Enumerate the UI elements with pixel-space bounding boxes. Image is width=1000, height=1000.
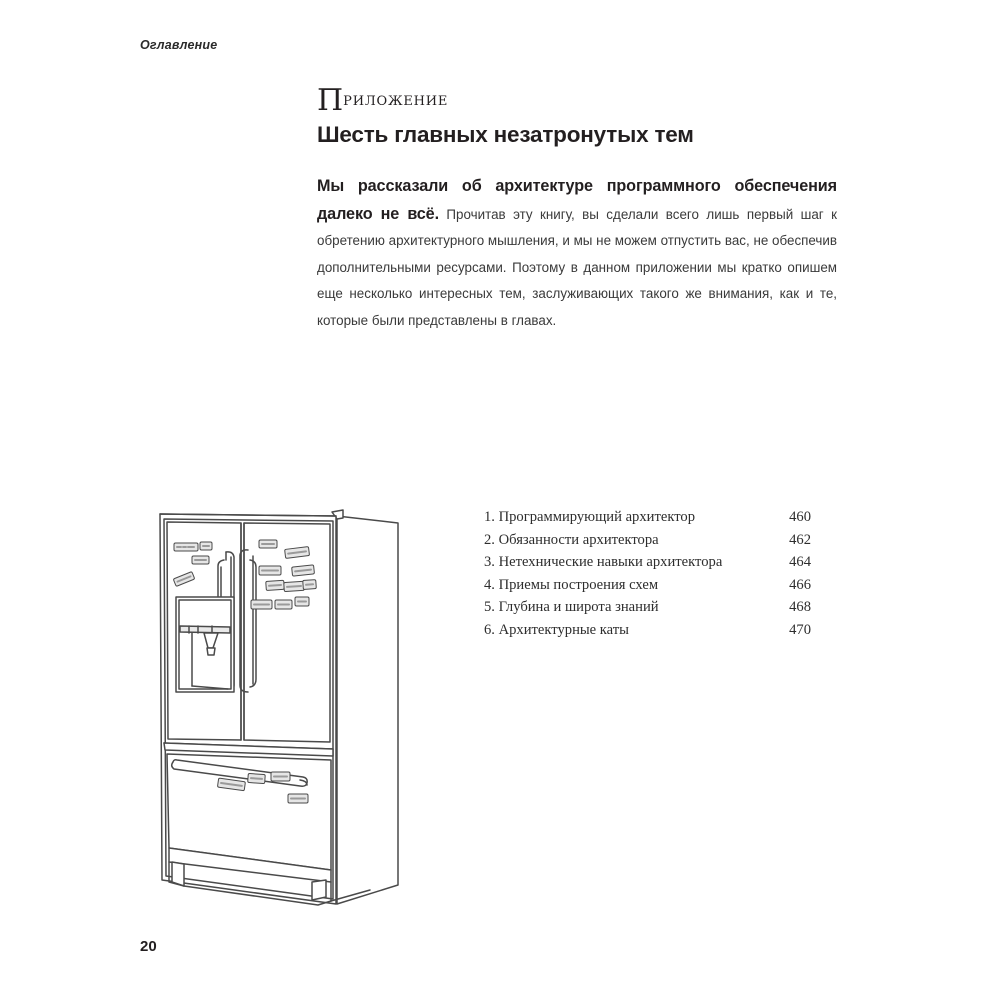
magnet — [275, 600, 292, 609]
toc-item-label: 1. Программирующий архитектор — [484, 509, 695, 525]
appendix-label — [317, 83, 449, 118]
magnet — [259, 540, 277, 548]
magnet — [200, 542, 212, 550]
appendix-drop-cap: П — [317, 83, 344, 118]
intro-lead-in: Мы рассказали об архитектуре программного обеспечения далеко не всё. — [317, 177, 837, 223]
appendix-label-rest: риложение — [343, 88, 449, 110]
toc-item-page: 460 — [789, 509, 811, 525]
magnet — [266, 580, 285, 590]
intro-paragraph — [317, 173, 837, 334]
table-of-contents — [484, 506, 811, 641]
toc-item-label: 3. Нетехнические навыки архитектора — [484, 554, 723, 570]
magnet — [271, 772, 290, 781]
list-item[interactable] — [484, 551, 811, 574]
toc-item-page: 464 — [789, 554, 811, 570]
running-head: Оглавление — [140, 38, 218, 52]
list-item[interactable] — [484, 574, 811, 597]
toc-item-page: 462 — [789, 531, 811, 548]
list-item[interactable] — [484, 529, 811, 552]
toc-item-page: 470 — [789, 621, 811, 638]
magnet — [284, 581, 305, 591]
magnet — [192, 556, 209, 564]
magnet — [251, 600, 272, 609]
page-title: Шесть главных незатронутых тем — [317, 122, 694, 147]
toc-item-label: 2. Обязанности архитектора — [484, 531, 659, 548]
toc-item-label: 6. Архитектурные каты — [484, 621, 629, 638]
toc-item-label: 4. Приемы построения схем — [484, 576, 659, 593]
list-item[interactable] — [484, 619, 811, 642]
magnet — [288, 794, 308, 803]
list-item[interactable] — [484, 506, 811, 529]
page-number: 20 — [140, 938, 157, 955]
magnet — [292, 565, 315, 576]
toc-item-page: 468 — [789, 599, 811, 615]
toc-item-page: 466 — [789, 576, 811, 593]
toc-item-label: 5. Глубина и широта знаний — [484, 599, 659, 615]
refrigerator-illustration — [140, 490, 415, 910]
list-item[interactable] — [484, 596, 811, 619]
intro-body: Прочитав эту книгу, вы сделали всего лишь первый шаг к обретению архитектурного мышления, и мы не можем отпустить вас, не обеспечив дополнительными ресурсами. Поэтому в данном приложении мы кратко опишем еще несколько интересных тем, заслуживающих такого же внимания, как и те, которые были представлены в главах. — [317, 206, 837, 328]
magnet — [259, 566, 281, 575]
magnet — [303, 580, 317, 590]
magnet — [174, 543, 198, 551]
magnet — [248, 773, 266, 783]
magnet — [295, 597, 309, 606]
